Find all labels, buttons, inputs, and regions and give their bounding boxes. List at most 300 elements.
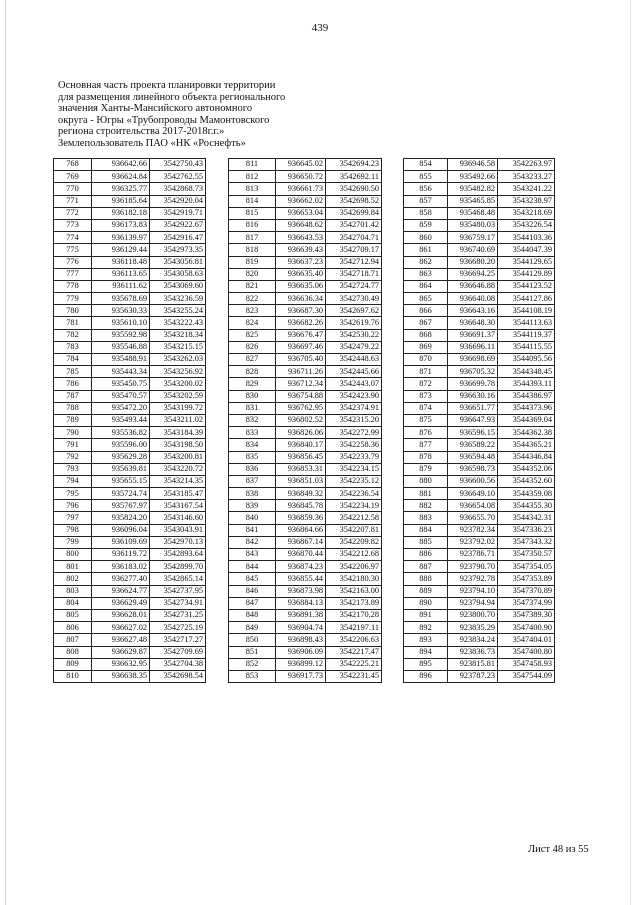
x-coordinate-cell: 936697.46	[276, 341, 326, 353]
y-coordinate-cell: 3543256.92	[150, 366, 206, 378]
point-number-cell: 797	[54, 512, 92, 524]
y-coordinate-cell: 3544342.31	[498, 512, 555, 524]
heading-line: региона строительства 2017-2018г.г.»	[58, 126, 225, 138]
point-number-cell: 881	[404, 488, 448, 500]
y-coordinate-cell: 3542263.97	[498, 159, 555, 171]
table-row	[404, 195, 555, 207]
point-number-cell: 819	[229, 256, 276, 268]
table-row	[229, 524, 382, 536]
y-coordinate-cell: 3542750.43	[150, 159, 206, 171]
table-row	[54, 378, 206, 390]
table-row	[404, 622, 555, 634]
x-coordinate-cell: 936629.49	[92, 597, 150, 609]
y-coordinate-cell: 3542180.30	[326, 573, 382, 585]
table-row	[229, 244, 382, 256]
x-coordinate-cell: 923815.81	[448, 658, 498, 670]
point-number-cell: 839	[229, 500, 276, 512]
table-row	[404, 536, 555, 548]
x-coordinate-cell: 936691.37	[448, 329, 498, 341]
point-number-cell: 856	[404, 183, 448, 195]
point-number-cell: 815	[229, 207, 276, 219]
table-row	[54, 488, 206, 500]
point-number-cell: 836	[229, 463, 276, 475]
point-number-cell: 831	[229, 402, 276, 414]
y-coordinate-cell: 3543214.35	[150, 475, 206, 487]
point-number-cell: 820	[229, 268, 276, 280]
x-coordinate-cell: 935630.33	[92, 305, 150, 317]
y-coordinate-cell: 3543202.59	[150, 390, 206, 402]
point-number-cell: 891	[404, 609, 448, 621]
point-number-cell: 842	[229, 536, 276, 548]
x-coordinate-cell: 936648.30	[448, 317, 498, 329]
table-row	[229, 354, 382, 366]
point-number-cell: 806	[54, 622, 92, 634]
x-coordinate-cell: 936632.95	[92, 658, 150, 670]
x-coordinate-cell: 936859.36	[276, 512, 326, 524]
y-coordinate-cell: 3542530.22	[326, 329, 382, 341]
y-coordinate-cell: 3542899.70	[150, 561, 206, 573]
y-coordinate-cell: 3543218.34	[150, 329, 206, 341]
point-number-cell: 894	[404, 646, 448, 658]
point-number-cell: 865	[404, 293, 448, 305]
y-coordinate-cell: 3542233.79	[326, 451, 382, 463]
table-row	[404, 646, 555, 658]
x-coordinate-cell: 935678.69	[92, 293, 150, 305]
x-coordinate-cell: 936851.03	[276, 475, 326, 487]
x-coordinate-cell: 936891.38	[276, 609, 326, 621]
table-row	[229, 280, 382, 292]
x-coordinate-cell: 936845.78	[276, 500, 326, 512]
table-row	[404, 414, 555, 426]
table-row	[229, 390, 382, 402]
y-coordinate-cell: 3542737.95	[150, 585, 206, 597]
point-number-cell: 880	[404, 475, 448, 487]
y-coordinate-cell: 3542730.49	[326, 293, 382, 305]
point-number-cell: 816	[229, 219, 276, 231]
x-coordinate-cell: 936867.14	[276, 536, 326, 548]
y-coordinate-cell: 3542868.73	[150, 183, 206, 195]
y-coordinate-cell: 3542423.90	[326, 390, 382, 402]
point-number-cell: 788	[54, 402, 92, 414]
y-coordinate-cell: 3542916.47	[150, 232, 206, 244]
point-number-cell: 869	[404, 341, 448, 353]
y-coordinate-cell: 3542919.71	[150, 207, 206, 219]
y-coordinate-cell: 3542197.11	[326, 622, 382, 634]
y-coordinate-cell: 3542315.20	[326, 414, 382, 426]
point-number-cell: 890	[404, 597, 448, 609]
x-coordinate-cell: 936759.17	[448, 232, 498, 244]
y-coordinate-cell: 3542272.99	[326, 427, 382, 439]
y-coordinate-cell: 3542234.19	[326, 500, 382, 512]
table-row	[404, 159, 555, 171]
point-number-cell: 799	[54, 536, 92, 548]
x-coordinate-cell: 936624.84	[92, 171, 150, 183]
y-coordinate-cell: 3547458.93	[498, 658, 555, 670]
table-row	[229, 585, 382, 597]
table-row	[229, 219, 382, 231]
point-number-cell: 789	[54, 414, 92, 426]
table-row	[404, 329, 555, 341]
y-coordinate-cell: 3542217.47	[326, 646, 382, 658]
point-number-cell: 785	[54, 366, 92, 378]
table-row	[404, 561, 555, 573]
y-coordinate-cell: 3544352.60	[498, 475, 555, 487]
table-row	[229, 195, 382, 207]
table-row	[54, 293, 206, 305]
y-coordinate-cell: 3544115.55	[498, 341, 555, 353]
y-coordinate-cell: 3544129.65	[498, 256, 555, 268]
scan-margin-left	[5, 0, 6, 905]
x-coordinate-cell: 923836.73	[448, 646, 498, 658]
table-row	[229, 488, 382, 500]
x-coordinate-cell: 935724.74	[92, 488, 150, 500]
table-row	[229, 500, 382, 512]
x-coordinate-cell: 936630.16	[448, 390, 498, 402]
point-number-cell: 777	[54, 268, 92, 280]
x-coordinate-cell: 936687.30	[276, 305, 326, 317]
point-number-cell: 834	[229, 439, 276, 451]
x-coordinate-cell: 936904.74	[276, 622, 326, 634]
heading-line: Землепользователь ПАО «НК «Роснефть»	[58, 137, 246, 149]
point-number-cell: 871	[404, 366, 448, 378]
table-row	[54, 232, 206, 244]
x-coordinate-cell: 936853.31	[276, 463, 326, 475]
table-row	[229, 378, 382, 390]
y-coordinate-cell: 3543058.63	[150, 268, 206, 280]
point-number-cell: 778	[54, 280, 92, 292]
y-coordinate-cell: 3544355.30	[498, 500, 555, 512]
table-row	[54, 585, 206, 597]
x-coordinate-cell: 936111.62	[92, 280, 150, 292]
point-number-cell: 861	[404, 244, 448, 256]
x-coordinate-cell: 936119.72	[92, 549, 150, 561]
table-row	[404, 317, 555, 329]
point-number-cell: 870	[404, 354, 448, 366]
x-coordinate-cell: 936826.06	[276, 427, 326, 439]
table-row	[404, 183, 555, 195]
table-row	[229, 512, 382, 524]
x-coordinate-cell: 936917.73	[276, 670, 326, 682]
point-number-cell: 886	[404, 549, 448, 561]
x-coordinate-cell: 936898.43	[276, 634, 326, 646]
y-coordinate-cell: 3542209.82	[326, 536, 382, 548]
point-number-cell: 794	[54, 475, 92, 487]
table-row	[54, 561, 206, 573]
heading-line: Основная часть проекта планировки территории	[58, 80, 276, 91]
x-coordinate-cell: 923800.70	[448, 609, 498, 621]
table-row	[404, 439, 555, 451]
point-number-cell: 800	[54, 549, 92, 561]
point-number-cell: 802	[54, 573, 92, 585]
table-row	[404, 427, 555, 439]
x-coordinate-cell: 935610.10	[92, 317, 150, 329]
point-number-cell: 846	[229, 585, 276, 597]
table-row	[54, 500, 206, 512]
point-number-cell: 832	[229, 414, 276, 426]
point-number-cell: 860	[404, 232, 448, 244]
table-row	[404, 597, 555, 609]
table-row	[404, 549, 555, 561]
point-number-cell: 775	[54, 244, 92, 256]
table-row	[54, 171, 206, 183]
y-coordinate-cell: 3544359.08	[498, 488, 555, 500]
table-row	[54, 195, 206, 207]
table-row	[54, 451, 206, 463]
point-number-cell: 844	[229, 561, 276, 573]
table-row	[229, 622, 382, 634]
table-row	[229, 341, 382, 353]
table-row	[229, 329, 382, 341]
point-number-cell: 783	[54, 341, 92, 353]
point-number-cell: 790	[54, 427, 92, 439]
y-coordinate-cell: 3542704.38	[150, 658, 206, 670]
y-coordinate-cell: 3543198.50	[150, 439, 206, 451]
table-row	[404, 573, 555, 585]
x-coordinate-cell: 936645.02	[276, 159, 326, 171]
x-coordinate-cell: 936325.77	[92, 183, 150, 195]
x-coordinate-cell: 923835.29	[448, 622, 498, 634]
y-coordinate-cell: 3547353.89	[498, 573, 555, 585]
table-row	[54, 622, 206, 634]
heading-line: значения Ханты-Мансийского автономного	[58, 103, 253, 115]
point-number-cell: 848	[229, 609, 276, 621]
x-coordinate-cell: 936109.69	[92, 536, 150, 548]
x-coordinate-cell: 936661.73	[276, 183, 326, 195]
table-row	[229, 475, 382, 487]
x-coordinate-cell: 936598.73	[448, 463, 498, 475]
point-number-cell: 854	[404, 159, 448, 171]
x-coordinate-cell: 936118.48	[92, 256, 150, 268]
x-coordinate-cell: 936643.53	[276, 232, 326, 244]
table-row	[404, 293, 555, 305]
y-coordinate-cell: 3547354.05	[498, 561, 555, 573]
table-row	[54, 341, 206, 353]
y-coordinate-cell: 3544129.89	[498, 268, 555, 280]
x-coordinate-cell: 936699.78	[448, 378, 498, 390]
table-row	[404, 232, 555, 244]
y-coordinate-cell: 3543215.15	[150, 341, 206, 353]
point-number-cell: 827	[229, 354, 276, 366]
table-row	[229, 207, 382, 219]
point-number-cell: 893	[404, 634, 448, 646]
y-coordinate-cell: 3547404.01	[498, 634, 555, 646]
coordinates-table-1	[53, 158, 206, 683]
point-number-cell: 793	[54, 463, 92, 475]
table-row	[229, 609, 382, 621]
y-coordinate-cell: 3542258.36	[326, 439, 382, 451]
point-number-cell: 877	[404, 439, 448, 451]
table-row	[404, 219, 555, 231]
table-row	[404, 488, 555, 500]
table-row	[54, 597, 206, 609]
y-coordinate-cell: 3544103.36	[498, 232, 555, 244]
y-coordinate-cell: 3544123.52	[498, 280, 555, 292]
y-coordinate-cell: 3544047.39	[498, 244, 555, 256]
point-number-cell: 810	[54, 670, 92, 682]
y-coordinate-cell: 3544095.56	[498, 354, 555, 366]
point-number-cell: 895	[404, 658, 448, 670]
y-coordinate-cell: 3542970.13	[150, 536, 206, 548]
y-coordinate-cell: 3543185.47	[150, 488, 206, 500]
table-row	[404, 500, 555, 512]
x-coordinate-cell: 936173.83	[92, 219, 150, 231]
x-coordinate-cell: 936643.16	[448, 305, 498, 317]
point-number-cell: 829	[229, 378, 276, 390]
x-coordinate-cell: 936740.69	[448, 244, 498, 256]
point-number-cell: 887	[404, 561, 448, 573]
y-coordinate-cell: 3542704.71	[326, 232, 382, 244]
point-number-cell: 849	[229, 622, 276, 634]
point-number-cell: 866	[404, 305, 448, 317]
x-coordinate-cell: 935592.98	[92, 329, 150, 341]
y-coordinate-cell: 3542698.54	[150, 670, 206, 682]
x-coordinate-cell: 923790.70	[448, 561, 498, 573]
point-number-cell: 813	[229, 183, 276, 195]
x-coordinate-cell: 936874.23	[276, 561, 326, 573]
point-number-cell: 817	[229, 232, 276, 244]
x-coordinate-cell: 936642.66	[92, 159, 150, 171]
table-row	[229, 159, 382, 171]
y-coordinate-cell: 3544346.84	[498, 451, 555, 463]
x-coordinate-cell: 936840.17	[276, 439, 326, 451]
y-coordinate-cell: 3543255.24	[150, 305, 206, 317]
table-row	[54, 463, 206, 475]
y-coordinate-cell: 3543236.59	[150, 293, 206, 305]
x-coordinate-cell: 935655.15	[92, 475, 150, 487]
x-coordinate-cell: 935450.75	[92, 378, 150, 390]
point-number-cell: 873	[404, 390, 448, 402]
x-coordinate-cell: 936654.08	[448, 500, 498, 512]
point-number-cell: 889	[404, 585, 448, 597]
scan-margin-right	[630, 0, 631, 905]
point-number-cell: 769	[54, 171, 92, 183]
x-coordinate-cell: 936705.32	[448, 366, 498, 378]
point-number-cell: 872	[404, 378, 448, 390]
point-number-cell: 826	[229, 341, 276, 353]
table-row	[404, 354, 555, 366]
y-coordinate-cell: 3544108.19	[498, 305, 555, 317]
y-coordinate-cell: 3542893.64	[150, 549, 206, 561]
point-number-cell: 875	[404, 414, 448, 426]
table-row	[229, 536, 382, 548]
x-coordinate-cell: 936648.62	[276, 219, 326, 231]
y-coordinate-cell: 3542231.45	[326, 670, 382, 682]
y-coordinate-cell: 3542235.12	[326, 475, 382, 487]
x-coordinate-cell: 923794.94	[448, 597, 498, 609]
y-coordinate-cell: 3542865.14	[150, 573, 206, 585]
point-number-cell: 822	[229, 293, 276, 305]
y-coordinate-cell: 3542717.27	[150, 634, 206, 646]
x-coordinate-cell: 935472.20	[92, 402, 150, 414]
y-coordinate-cell: 3547370.89	[498, 585, 555, 597]
y-coordinate-cell: 3542698.52	[326, 195, 382, 207]
y-coordinate-cell: 3544369.04	[498, 414, 555, 426]
x-coordinate-cell: 935482.82	[448, 183, 498, 195]
point-number-cell: 781	[54, 317, 92, 329]
table-row	[229, 317, 382, 329]
y-coordinate-cell: 3543226.54	[498, 219, 555, 231]
y-coordinate-cell: 3544373.96	[498, 402, 555, 414]
x-coordinate-cell: 936635.40	[276, 268, 326, 280]
y-coordinate-cell: 3542163.00	[326, 585, 382, 597]
y-coordinate-cell: 3542445.66	[326, 366, 382, 378]
table-row	[229, 305, 382, 317]
y-coordinate-cell: 3543200.81	[150, 451, 206, 463]
x-coordinate-cell: 935629.28	[92, 451, 150, 463]
x-coordinate-cell: 936884.13	[276, 597, 326, 609]
x-coordinate-cell: 923786.71	[448, 549, 498, 561]
x-coordinate-cell: 936864.66	[276, 524, 326, 536]
y-coordinate-cell: 3542725.19	[150, 622, 206, 634]
point-number-cell: 838	[229, 488, 276, 500]
x-coordinate-cell: 936635.06	[276, 280, 326, 292]
y-coordinate-cell: 3543220.72	[150, 463, 206, 475]
y-coordinate-cell: 3547350.57	[498, 549, 555, 561]
table-row	[229, 293, 382, 305]
y-coordinate-cell: 3543184.39	[150, 427, 206, 439]
x-coordinate-cell: 936870.44	[276, 549, 326, 561]
heading-line: для размещения линейного объекта регионального	[58, 91, 286, 103]
table-row	[54, 219, 206, 231]
y-coordinate-cell: 3543069.60	[150, 280, 206, 292]
point-number-cell: 867	[404, 317, 448, 329]
table-row	[229, 646, 382, 658]
table-row	[54, 305, 206, 317]
point-number-cell: 791	[54, 439, 92, 451]
point-number-cell: 850	[229, 634, 276, 646]
x-coordinate-cell: 936650.72	[276, 171, 326, 183]
table-row	[54, 634, 206, 646]
x-coordinate-cell: 936946.58	[448, 159, 498, 171]
point-number-cell: 847	[229, 597, 276, 609]
y-coordinate-cell: 3542734.91	[150, 597, 206, 609]
y-coordinate-cell: 3544393.11	[498, 378, 555, 390]
x-coordinate-cell: 936139.97	[92, 232, 150, 244]
y-coordinate-cell: 3547544.09	[498, 670, 555, 682]
coordinates-table-3	[403, 158, 555, 683]
x-coordinate-cell: 936113.65	[92, 268, 150, 280]
table-row	[54, 183, 206, 195]
table-row	[404, 256, 555, 268]
x-coordinate-cell: 935470.57	[92, 390, 150, 402]
table-row	[54, 159, 206, 171]
table-row	[54, 439, 206, 451]
table-row	[54, 414, 206, 426]
point-number-cell: 884	[404, 524, 448, 536]
point-number-cell: 852	[229, 658, 276, 670]
y-coordinate-cell: 3544365.21	[498, 439, 555, 451]
y-coordinate-cell: 3542236.54	[326, 488, 382, 500]
point-number-cell: 798	[54, 524, 92, 536]
point-number-cell: 859	[404, 219, 448, 231]
point-number-cell: 840	[229, 512, 276, 524]
table-row	[404, 609, 555, 621]
point-number-cell: 771	[54, 195, 92, 207]
page-number: 439	[311, 22, 329, 34]
document-heading	[58, 80, 378, 150]
y-coordinate-cell: 3544348.45	[498, 366, 555, 378]
point-number-cell: 773	[54, 219, 92, 231]
point-number-cell: 858	[404, 207, 448, 219]
y-coordinate-cell: 3543167.54	[150, 500, 206, 512]
point-number-cell: 896	[404, 670, 448, 682]
x-coordinate-cell: 936899.12	[276, 658, 326, 670]
point-number-cell: 823	[229, 305, 276, 317]
point-number-cell: 808	[54, 646, 92, 658]
x-coordinate-cell: 936183.02	[92, 561, 150, 573]
x-coordinate-cell: 936182.18	[92, 207, 150, 219]
y-coordinate-cell: 3542692.11	[326, 171, 382, 183]
